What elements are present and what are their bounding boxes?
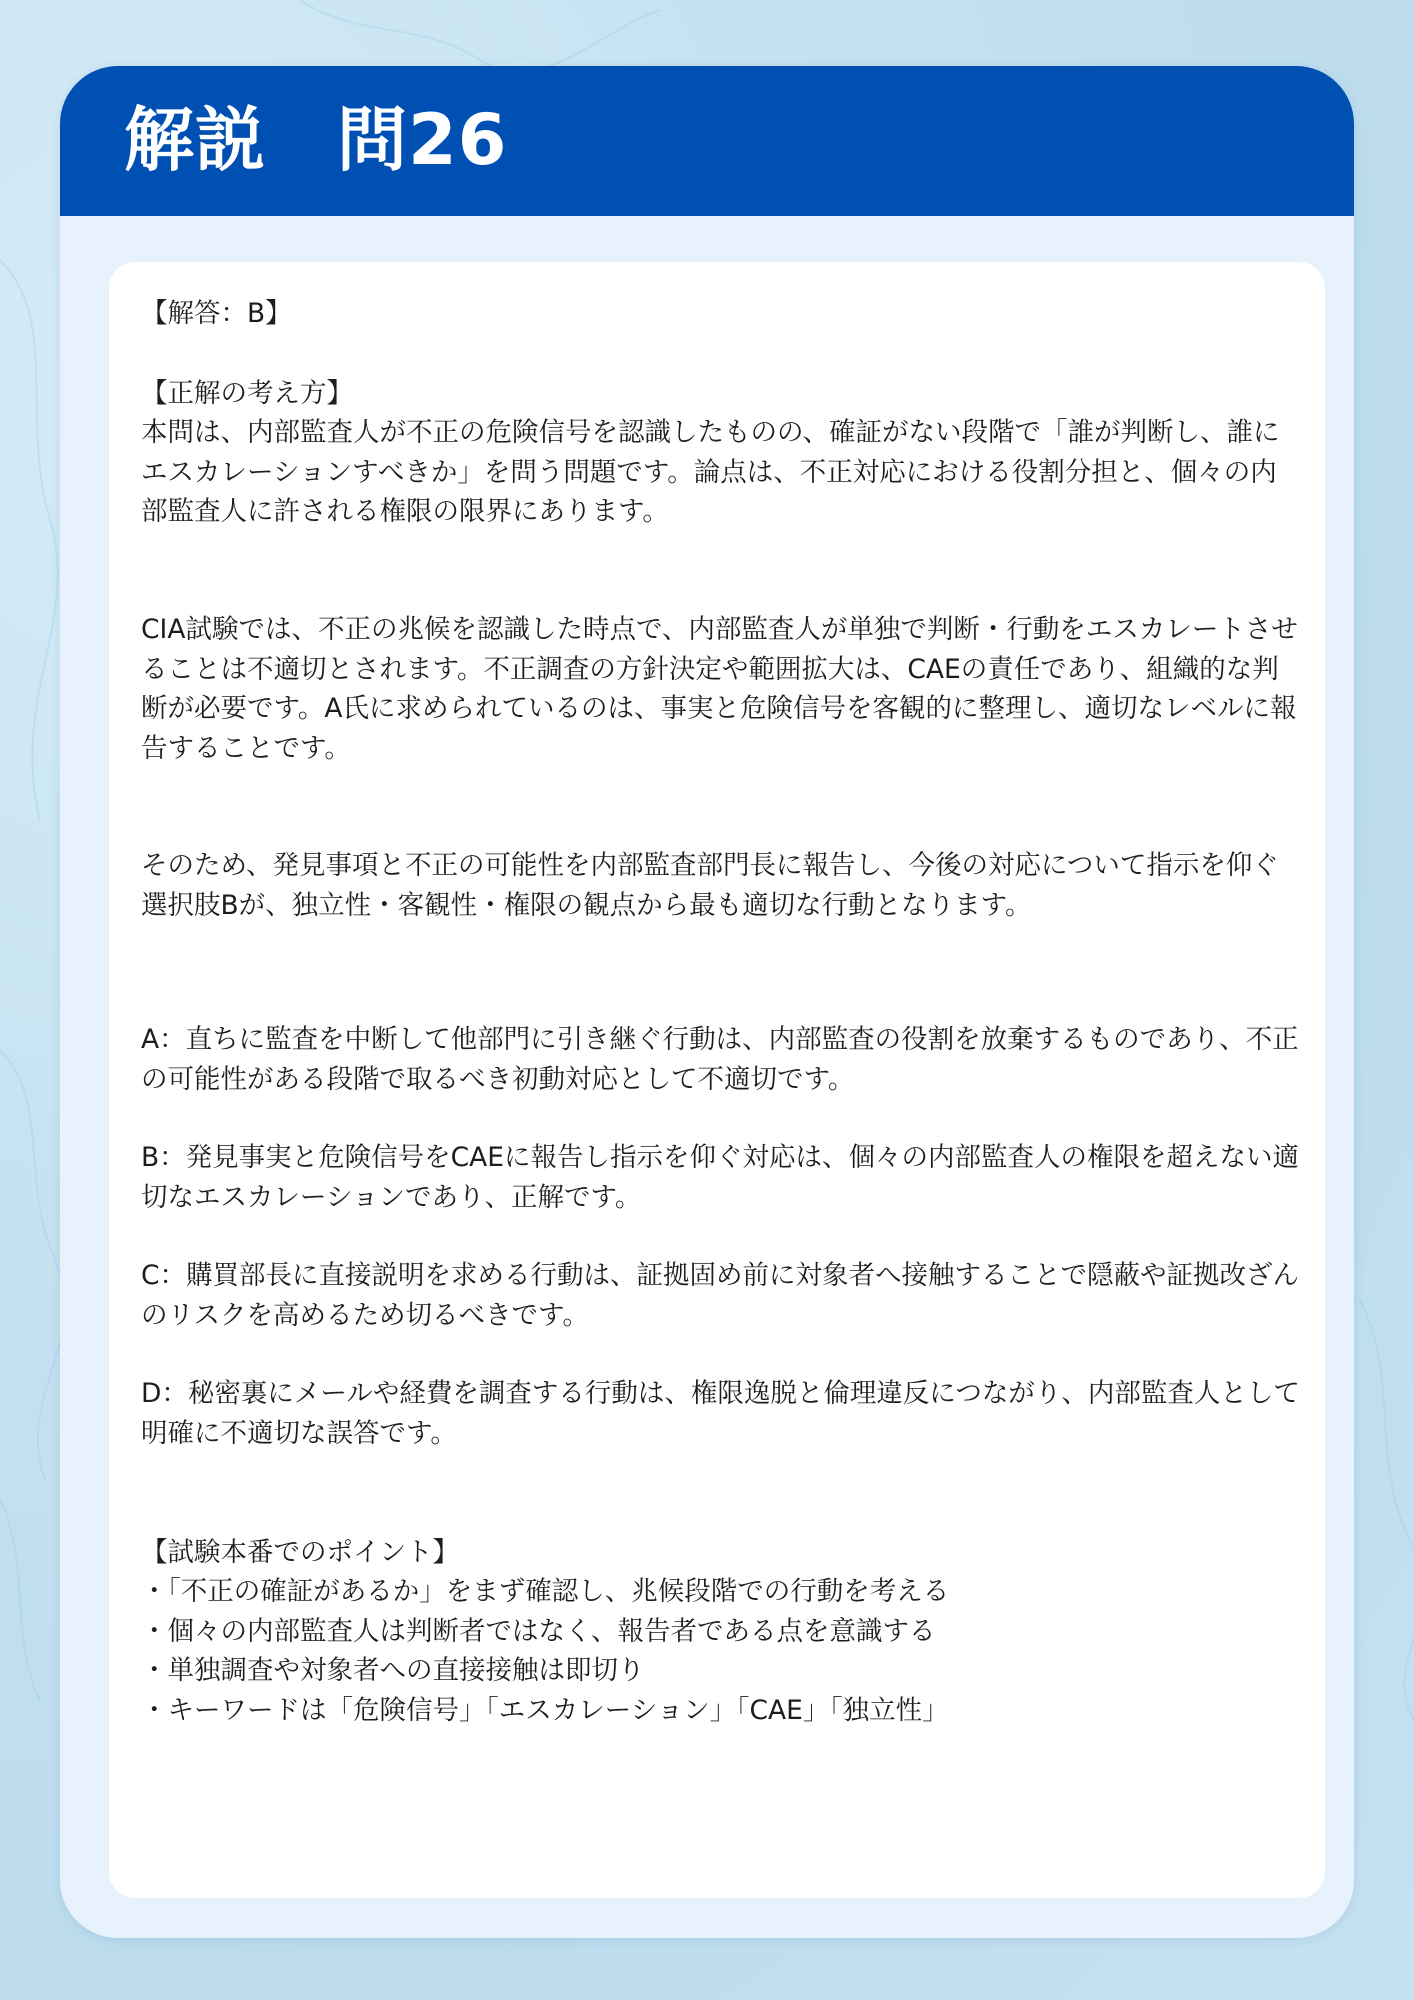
page-title: 解説 問26 (124, 99, 508, 181)
header-bar (60, 66, 1354, 216)
points-heading: 【試験本番でのポイント】 (141, 1537, 459, 1568)
approach-paragraph-2: CIA試験では、不正の兆候を認識した時点で、内部監査人が単独で判断・行動をエスカレートさせることは不適切とされます。不正調査の方針決定や範囲拡大は、CAEの責任であり、組織的な判断が必要です。A氏に求められているのは、事実と危険信号を客観的に整理し、適切なレベルに報告することです。 (141, 614, 1298, 764)
approach-paragraph-1: 本問は、内部監査人が不正の危険信号を認識したものの、確証がない段階で「誰が判断し、誰にエスカレーションすべきか」を問う問題です。論点は、不正対応における役割分担と、個々の内部監査人に許される権限の限界にあります。 (141, 417, 1280, 527)
answer-label: 【解答：B】 (141, 298, 292, 329)
choice-b: B：発見事実と危険信号をCAEに報告し指示を仰ぐ対応は、個々の内部監査人の権限を超えない適切なエスカレーションであり、正解です。 (141, 1142, 1300, 1213)
choice-d: D：秘密裏にメールや経費を調査する行動は、権限逸脱と倫理違反につながり、内部監査人として明確に不適切な誤答です。 (141, 1378, 1300, 1449)
approach-heading: 【正解の考え方】 (141, 378, 353, 409)
approach-paragraph-3: そのため、発見事項と不正の可能性を内部監査部門長に報告し、今後の対応について指示を仰ぐ選択肢Bが、独立性・客観性・権限の観点から最も適切な行動となります。 (141, 850, 1279, 921)
list-item: ・個々の内部監査人は判断者ではなく、報告者である点を意識する (141, 1615, 936, 1647)
list-item: ・「不正の確証があるか」をまず確認し、兆候段階での行動を考える (141, 1576, 950, 1607)
choice-c: C：購買部長に直接説明を求める行動は、証拠固め前に対象者へ接触することで隠蔽や証拠改ざんのリスクを高めるため切るべきです。 (141, 1260, 1300, 1331)
list-item: ・単独調査や対象者への直接接触は即切り (141, 1655, 645, 1686)
points-list (141, 1572, 1301, 1730)
explanation-card (60, 66, 1354, 1938)
content-panel (109, 262, 1325, 1898)
list-item: ・キーワードは「危険信号」「エスカレーション」「CAE」「独立性」 (141, 1694, 949, 1726)
choice-a: A：直ちに監査を中断して他部門に引き継ぐ行動は、内部監査の役割を放棄するものであり、不正の可能性がある段階で取るべき初動対応として不適切です。 (141, 1024, 1299, 1095)
